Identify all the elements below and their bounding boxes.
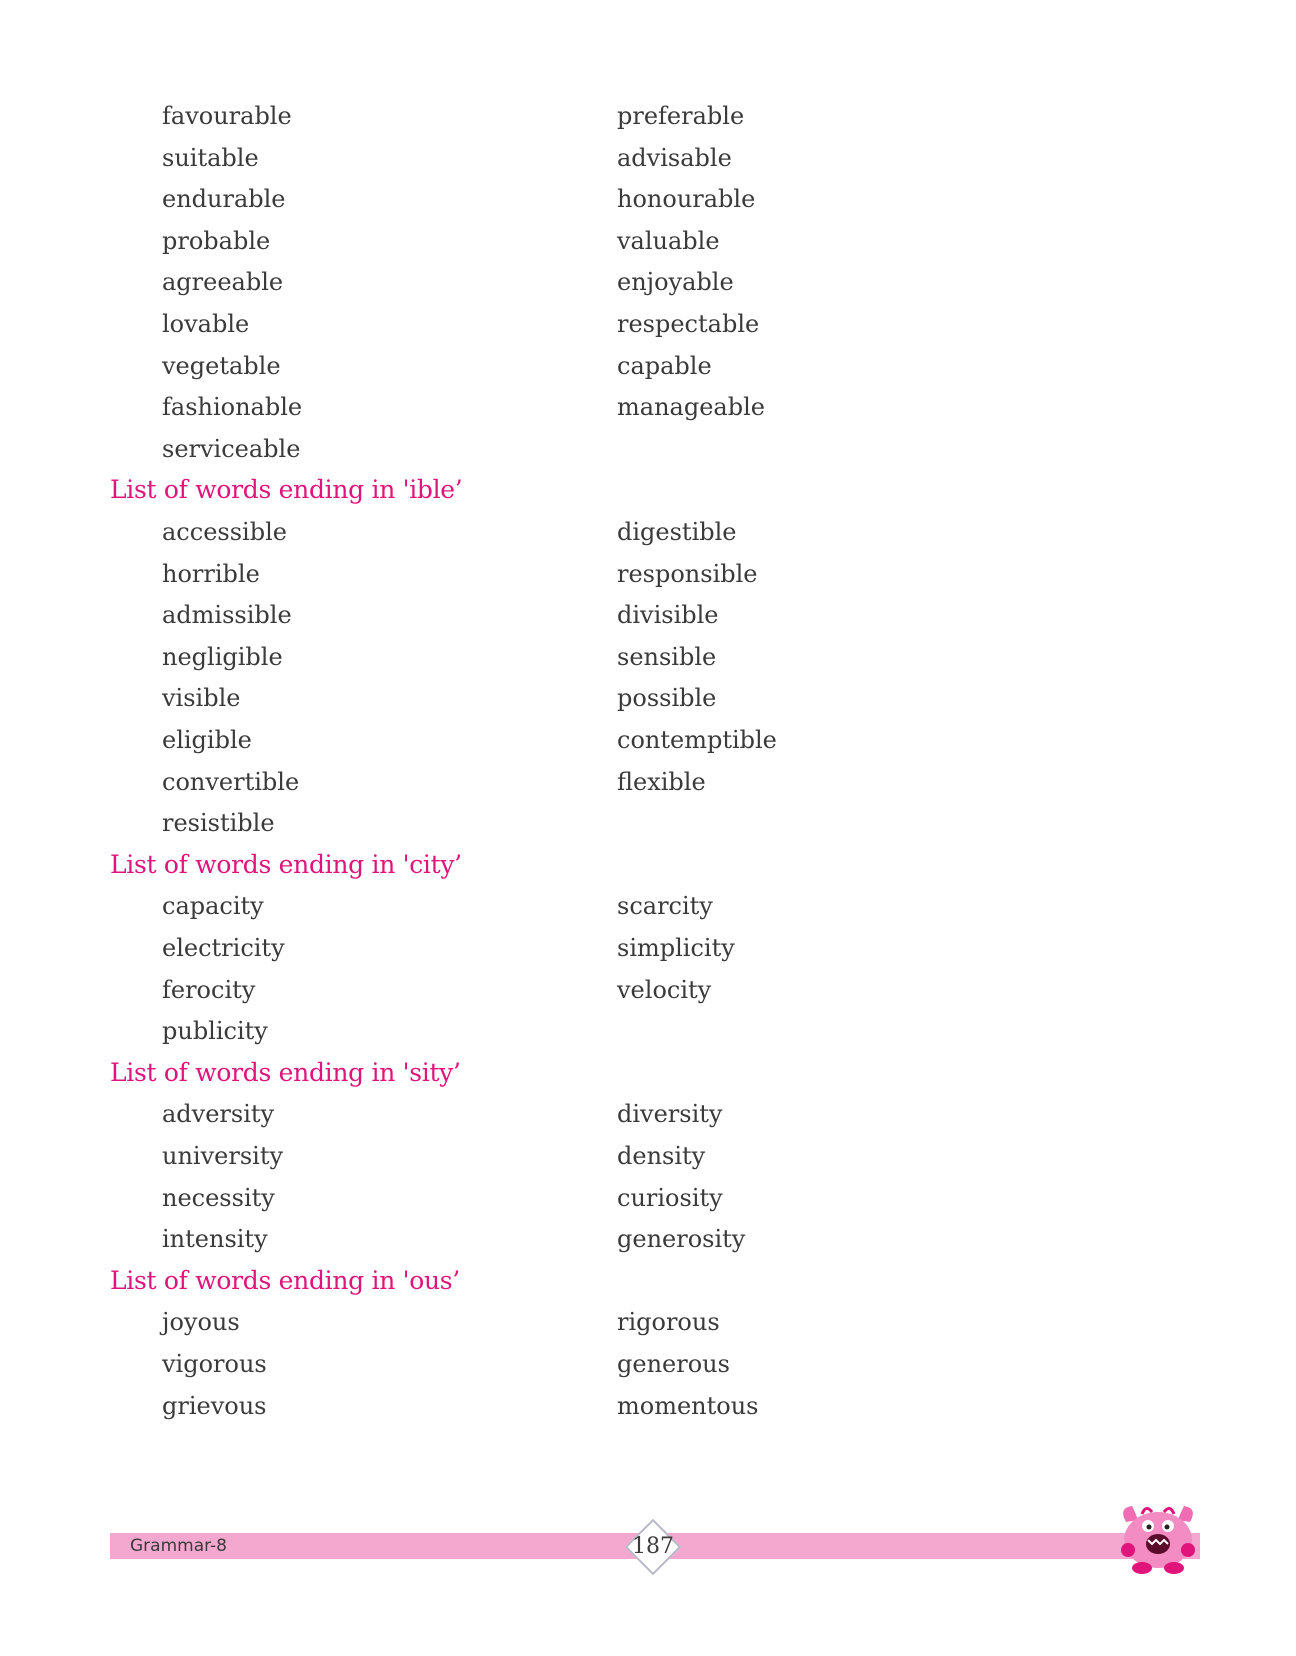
- word-item: grievous: [162, 1392, 267, 1420]
- word-item: endurable: [162, 185, 286, 213]
- word-item: visible: [162, 684, 241, 712]
- word-item: scarcity: [617, 892, 713, 920]
- word-item: intensity: [162, 1225, 268, 1253]
- word-row: [0, 928, 1296, 972]
- word-row: [0, 512, 1296, 556]
- word-row: [0, 429, 1296, 473]
- word-item: manageable: [617, 393, 765, 421]
- word-row: [0, 1302, 1296, 1346]
- word-item: probable: [162, 227, 271, 255]
- word-row: [0, 179, 1296, 223]
- word-row: [0, 803, 1296, 847]
- section-heading: List of words ending in 'ible’: [110, 475, 463, 504]
- word-item: diversity: [617, 1100, 723, 1128]
- word-item: agreeable: [162, 268, 284, 296]
- word-item: negligible: [162, 643, 283, 671]
- section-heading: List of words ending in 'city’: [110, 850, 462, 879]
- section-heading: List of words ending in 'ous’: [110, 1266, 460, 1295]
- word-row: [0, 1178, 1296, 1222]
- word-item: enjoyable: [617, 268, 734, 296]
- word-item: contemptible: [617, 726, 777, 754]
- word-row: [0, 886, 1296, 930]
- word-item: sensible: [617, 643, 717, 671]
- word-item: university: [162, 1142, 284, 1170]
- word-row: [0, 720, 1296, 764]
- word-row: [0, 1344, 1296, 1388]
- word-item: adversity: [162, 1100, 275, 1128]
- word-row: [0, 96, 1296, 140]
- word-row: [0, 762, 1296, 806]
- word-item: eligible: [162, 726, 252, 754]
- word-item: valuable: [617, 227, 720, 255]
- word-item: vegetable: [162, 352, 281, 380]
- word-row: [0, 262, 1296, 306]
- word-item: simplicity: [617, 934, 735, 962]
- word-item: joyous: [162, 1308, 240, 1336]
- word-item: suitable: [162, 144, 259, 172]
- word-item: vigorous: [162, 1350, 267, 1378]
- section-heading-row: [0, 1053, 1296, 1097]
- word-item: density: [617, 1142, 706, 1170]
- word-item: capable: [617, 352, 712, 380]
- page-number-badge: [624, 1518, 682, 1576]
- word-item: serviceable: [162, 435, 301, 463]
- section-heading-row: [0, 470, 1296, 514]
- word-item: admissible: [162, 601, 292, 629]
- word-row: [0, 1386, 1296, 1430]
- word-item: generous: [617, 1350, 730, 1378]
- word-item: electricity: [162, 934, 285, 962]
- word-item: horrible: [162, 560, 260, 588]
- section-heading-row: [0, 1261, 1296, 1305]
- word-item: digestible: [617, 518, 737, 546]
- section-heading-row: [0, 845, 1296, 889]
- word-item: generosity: [617, 1225, 746, 1253]
- word-row: [0, 1011, 1296, 1055]
- word-item: rigorous: [617, 1308, 720, 1336]
- word-row: [0, 304, 1296, 348]
- word-item: possible: [617, 684, 717, 712]
- word-row: [0, 1136, 1296, 1180]
- word-item: preferable: [617, 102, 745, 130]
- word-row: [0, 1094, 1296, 1138]
- word-row: [0, 387, 1296, 431]
- word-item: publicity: [162, 1017, 268, 1045]
- word-item: lovable: [162, 310, 250, 338]
- book-title: Grammar-8: [130, 1536, 227, 1556]
- word-row: [0, 637, 1296, 681]
- word-item: divisible: [617, 601, 719, 629]
- page-number: 187: [632, 1534, 674, 1559]
- word-item: respectable: [617, 310, 760, 338]
- word-item: curiosity: [617, 1184, 723, 1212]
- word-item: responsible: [617, 560, 758, 588]
- word-item: resistible: [162, 809, 275, 837]
- word-item: flexible: [617, 768, 706, 796]
- word-item: honourable: [617, 185, 756, 213]
- word-row: [0, 595, 1296, 639]
- word-row: [0, 554, 1296, 598]
- section-heading: List of words ending in 'sity’: [110, 1058, 461, 1087]
- word-item: accessible: [162, 518, 287, 546]
- word-item: favourable: [162, 102, 292, 130]
- word-item: capacity: [162, 892, 264, 920]
- word-item: advisable: [617, 144, 732, 172]
- word-item: momentous: [617, 1392, 759, 1420]
- word-row: [0, 1219, 1296, 1263]
- pink-monster-mascot-icon: [1112, 1500, 1204, 1576]
- word-item: ferocity: [162, 976, 256, 1004]
- word-row: [0, 678, 1296, 722]
- word-row: [0, 346, 1296, 390]
- word-row: [0, 970, 1296, 1014]
- word-item: velocity: [617, 976, 712, 1004]
- word-item: fashionable: [162, 393, 303, 421]
- word-row: [0, 221, 1296, 265]
- word-row: [0, 138, 1296, 182]
- word-item: convertible: [162, 768, 300, 796]
- word-item: necessity: [162, 1184, 275, 1212]
